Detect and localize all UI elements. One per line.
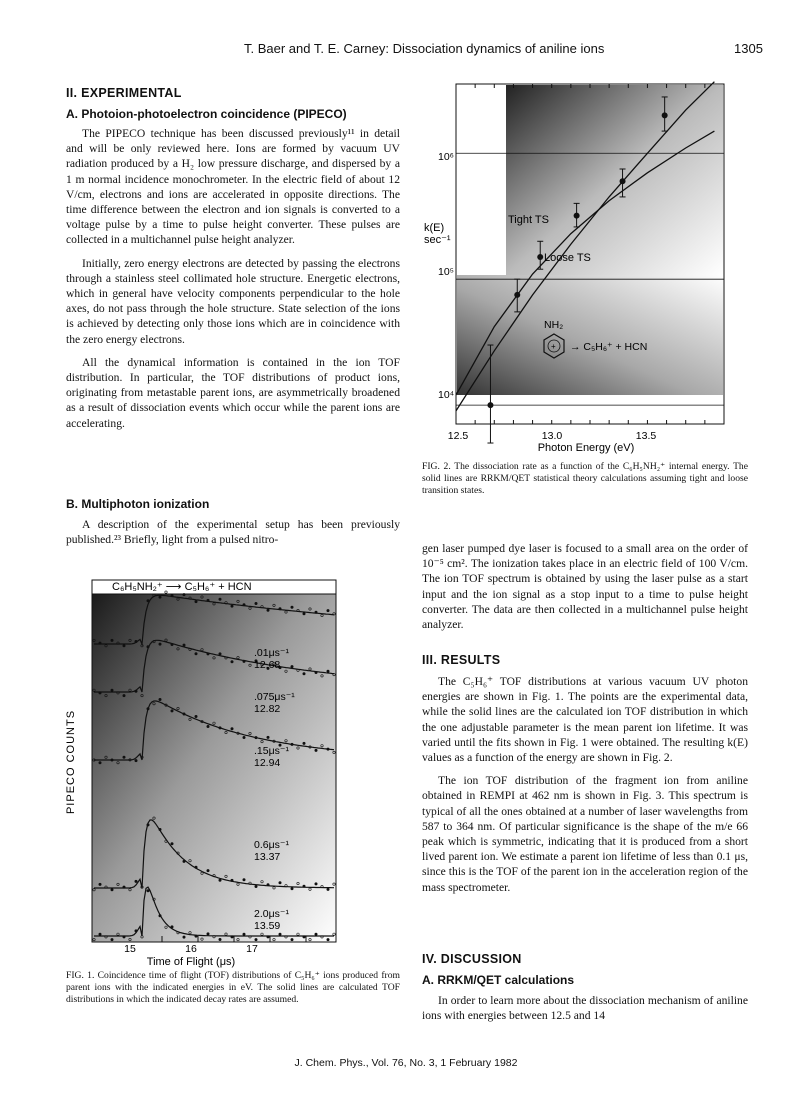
fig1-data-point xyxy=(255,736,257,738)
fig1-data-point xyxy=(219,598,221,600)
fig1-reaction-label: C₆H₅NH₂⁺ ⟶ C₅H₆⁺ + HCN xyxy=(112,581,252,593)
paragraph: All the dynamical information is contained in the ion TOF distribution. In particular, the TOF distributions of product ions, originating from metastable parent ions, are asymmetrically broadened as a result of dissociation events which occur while the parent ions are accelerating. xyxy=(66,355,400,430)
fig1-data-point xyxy=(183,644,185,646)
fig1-data-point xyxy=(183,593,185,595)
multiphoton-continuation xyxy=(422,541,748,632)
fig1-data-point xyxy=(291,606,293,608)
fig1-data-point xyxy=(327,748,329,750)
fig2-inset-products: → C₅H₆⁺ + HCN xyxy=(570,341,648,353)
fig2-data-point xyxy=(514,292,520,298)
fig1-y-axis-label: PIPECO COUNTS xyxy=(65,709,77,815)
section-title-experimental: II. EXPERIMENTAL xyxy=(66,86,182,100)
fig1-data-point xyxy=(231,605,233,607)
fig1-data-point xyxy=(303,613,305,615)
fig1-data-point xyxy=(243,933,245,935)
fig1-data-point xyxy=(159,596,161,598)
fig1-x-axis-label: Time of Flight (μs) xyxy=(146,956,236,968)
fig1-data-point xyxy=(303,936,305,938)
fig1-data-point xyxy=(219,938,221,940)
fig1-data-point xyxy=(207,869,209,871)
fig1-data-point xyxy=(147,890,149,892)
fig1-data-point xyxy=(303,885,305,887)
fig1-data-point xyxy=(171,594,173,596)
fig1-data-point xyxy=(219,653,221,655)
fig2-data-point xyxy=(620,178,626,184)
fig2-y-tick-label: 10⁴ xyxy=(438,389,455,401)
fig1-tick-label: 17 xyxy=(246,943,258,955)
fig1-data-point xyxy=(147,600,149,602)
header-title: T. Baer and T. E. Carney: Dissociation dynamics of aniline ions xyxy=(244,41,605,56)
paragraph: The ion TOF distribution of the fragment ion from aniline obtained in REMPI at 462 nm is shown in Fig. 3. This spectrum is typical of all the ones obtained at a number of laser wavelengths from 587 to 364 nm. Of particular significance is the shape of the m/e 66 peak which is symmetric, indicating that it is produced from a short lived parent ion. We estimate a parent ion lifetime of less than 0.1 μs, since this is the TOF of the parent ion in the acceleration region of the mass spectrometer. xyxy=(422,774,748,894)
fig1-data-point xyxy=(183,713,185,715)
fig1-data-point xyxy=(291,938,293,940)
fig1-data-point xyxy=(147,708,149,710)
fig1-rate-label: .075μs⁻¹ xyxy=(254,691,295,703)
fig1-data-point xyxy=(195,653,197,655)
fig1-data-point xyxy=(207,725,209,727)
fig2-x-tick-label: 12.5 xyxy=(447,430,469,442)
fig1-data-point xyxy=(207,933,209,935)
fig2-lower-shading xyxy=(457,275,723,395)
fig1-data-point xyxy=(291,665,293,667)
fig1-data-point xyxy=(279,882,281,884)
fig1-data-point xyxy=(207,599,209,601)
fig2-upper-shading xyxy=(506,85,723,275)
fig1-data-point xyxy=(171,710,173,712)
fig1-data-point xyxy=(291,888,293,890)
fig1-data-point xyxy=(267,609,269,611)
fig2-y-tick-label: 10⁶ xyxy=(438,151,455,163)
figure-1-caption: FIG. 1. Coincidence time of flight (TOF) distributions of C₅H₆⁺ ions produced from parent ions with the indicated energies in eV. The solid lines are calculated TOF distributions in which the indicated decay rates are assumed. xyxy=(66,970,400,1005)
fig2-x-axis-label: Photon Energy (eV) xyxy=(537,442,635,454)
plus-charge-icon: + xyxy=(551,342,556,351)
fig1-data-point xyxy=(303,673,305,675)
fig1-data-point xyxy=(219,879,221,881)
fig1-data-point xyxy=(99,692,101,694)
paragraph: A description of the experimental setup has been previously published.²³ Briefly, light from a pulsed nitro- xyxy=(66,518,400,547)
paragraph: In order to learn more about the dissociation mechanism of aniline ions with energies between 12.5 and 14 xyxy=(422,994,748,1023)
fig2-data-point xyxy=(537,254,543,260)
fig1-data-point xyxy=(255,938,257,940)
fig1-data-point xyxy=(231,879,233,881)
fig1-data-point xyxy=(99,883,101,885)
fig1-data-point xyxy=(123,936,125,938)
fig2-series-label-tight: Tight TS xyxy=(508,214,549,226)
fig2-data-point xyxy=(574,213,580,219)
subsection-title-pipeco: A. Photoion-photoelectron coincidence (PIPECO) xyxy=(66,107,347,121)
figure-2-chart xyxy=(416,68,746,460)
fig1-data-point xyxy=(195,935,197,937)
paragraph: Initially, zero energy electrons are detected by passing the electrons through a stainless steel collimated hole structure. Energetic electrons, which in general have velocity components perpendicular to the hole axes, do not pass through the hole structure. State selection of the ions is achieved by detecting only those ions which are in coincidence with the zero energy electrons. xyxy=(66,256,400,346)
fig1-data-point xyxy=(195,715,197,717)
fig1-data-point xyxy=(267,736,269,738)
fig1-data-point xyxy=(267,884,269,886)
fig1-tick-label: 15 xyxy=(124,943,136,955)
fig1-data-point xyxy=(123,694,125,696)
fig2-series-label-loose: Loose TS xyxy=(544,252,591,264)
fig1-data-point xyxy=(123,886,125,888)
subsection-title-multiphoton: B. Multiphoton ionization xyxy=(66,497,210,511)
fig1-data-point xyxy=(243,660,245,662)
fig1-energy-label: 12.82 xyxy=(254,703,281,715)
paragraph: The C₅H₆⁺ TOF distributions at various vacuum UV photon energies are shown in Fig. 1. The points are the experimental data, while the solid lines are the calculated ion TOF distribution in which the one adjustable parameter is the mean parent ion lifetime. It was varied until the fits shown in Fig. 1 were obtained. The resulting k(E) values as a function of the energy are shown in Fig. 2. xyxy=(422,675,748,765)
fig1-data-point xyxy=(135,690,137,692)
fig2-y-axis-unit: sec⁻¹ xyxy=(424,234,451,246)
fig1-rate-label: .15μs⁻¹ xyxy=(254,745,289,757)
fig1-data-point xyxy=(219,727,221,729)
fig1-data-point xyxy=(315,883,317,885)
fig1-data-point xyxy=(279,608,281,610)
fig1-data-point xyxy=(231,936,233,938)
figure-2-caption: FIG. 2. The dissociation rate as a function of the C₆H₅NH₂⁺ internal energy. The solid lines are RRKM/QET statistical theory calculations assuming tight and loose transition states. xyxy=(422,461,748,496)
fig1-data-point xyxy=(243,604,245,606)
figure-1 xyxy=(60,572,400,968)
fig1-data-point xyxy=(111,759,113,761)
fig2-inset-nh2: NH₂ xyxy=(544,319,564,331)
fig1-data-point xyxy=(279,933,281,935)
fig2-y-tick-label: 10⁵ xyxy=(438,266,455,278)
fig1-data-point xyxy=(183,860,185,862)
fig1-data-point xyxy=(315,611,317,613)
results-body xyxy=(422,674,748,895)
subsection-title-rrkm: A. RRKM/QET calculations xyxy=(422,973,575,987)
fig1-tick-label: 16 xyxy=(185,943,197,955)
journal-footer: J. Chem. Phys., Vol. 76, No. 3, 1 February 1982 xyxy=(294,1057,518,1069)
fig1-data-point xyxy=(123,756,125,758)
fig1-data-point xyxy=(255,602,257,604)
fig2-y-axis-label: k(E) xyxy=(424,222,445,234)
fig1-data-point xyxy=(243,736,245,738)
fig1-data-point xyxy=(195,600,197,602)
fig1-data-point xyxy=(171,926,173,928)
fig1-data-point xyxy=(315,749,317,751)
fig1-data-point xyxy=(135,759,137,761)
fig1-data-point xyxy=(327,609,329,611)
paragraph: gen laser pumped dye laser is focused to a small area on the order of 10⁻⁵ cm². The ionization takes place in an electric field of 100 V/cm. The ion TOF spectrum is obtained by using the laser pulse as a start input and the ion signal as a stop input to a time to pulse height converter. The data are then collected in a multichannel pulse height analyzer. xyxy=(422,542,748,632)
fig1-data-point xyxy=(327,888,329,890)
fig1-data-point xyxy=(159,643,161,645)
fig1-data-point xyxy=(159,698,161,700)
fig1-energy-label: 12.94 xyxy=(254,757,281,769)
discussion-body xyxy=(422,993,748,1023)
fig1-data-point xyxy=(99,642,101,644)
fig1-data-point xyxy=(111,889,113,891)
fig1-data-point xyxy=(291,743,293,745)
fig1-data-point xyxy=(147,824,149,826)
page-number: 1305 xyxy=(734,41,763,56)
fig1-data-point xyxy=(147,646,149,648)
fig1-energy-label: 13.59 xyxy=(254,920,281,932)
fig1-energy-label: 12.68 xyxy=(254,659,281,671)
fig1-data-point xyxy=(231,728,233,730)
section-title-results: III. RESULTS xyxy=(422,653,501,667)
fig1-data-point xyxy=(327,670,329,672)
fig2-data-point xyxy=(662,112,668,118)
fig1-data-point xyxy=(135,640,137,642)
multiphoton-body xyxy=(66,517,400,547)
fig1-data-point xyxy=(171,843,173,845)
fig1-data-point xyxy=(111,938,113,940)
fig1-rate-label: 2.0μs⁻¹ xyxy=(254,908,289,920)
fig1-data-point xyxy=(135,880,137,882)
fig1-data-point xyxy=(111,689,113,691)
fig1-data-point xyxy=(111,639,113,641)
fig1-data-point xyxy=(123,645,125,647)
fig1-data-point xyxy=(171,643,173,645)
fig1-rate-label: .01μs⁻¹ xyxy=(254,647,289,659)
fig2-data-point xyxy=(487,402,493,408)
fig1-data-point xyxy=(135,930,137,932)
fig1-data-point xyxy=(243,879,245,881)
fig1-energy-label: 13.37 xyxy=(254,851,281,863)
fig1-data-point xyxy=(231,661,233,663)
fig1-data-point xyxy=(159,828,161,830)
experimental-body xyxy=(66,126,400,431)
fig1-data-point xyxy=(99,933,101,935)
fig1-rate-label: 0.6μs⁻¹ xyxy=(254,839,289,851)
fig1-data-point xyxy=(255,885,257,887)
fig1-data-point xyxy=(195,866,197,868)
fig1-data-point xyxy=(303,742,305,744)
paragraph: The PIPECO technique has been discussed previously¹¹ in detail and will be only reviewed here. Ions are formed by vacuum UV radiation produced by a H₂ low pressure discharge, and dispersed by a 1 m normal incidence monochrometer. In the electric field of about 12 V/cm, electrons and ions are accelerated in opposite directions. The time difference between the electron and ion signals is converted to a voltage pulse by a time to pulse height converter. These pulses are collected in a multichannel pulse height analyzer. xyxy=(66,127,400,247)
fig1-data-point xyxy=(315,671,317,673)
fig1-data-point xyxy=(159,915,161,917)
section-title-discussion: IV. DISCUSSION xyxy=(422,952,522,966)
fig1-data-point xyxy=(207,653,209,655)
fig1-data-point xyxy=(267,936,269,938)
fig1-data-point xyxy=(183,936,185,938)
fig2-x-tick-label: 13.0 xyxy=(541,430,563,442)
fig1-data-point xyxy=(327,938,329,940)
fig1-data-point xyxy=(315,933,317,935)
fig1-data-point xyxy=(99,762,101,764)
fig2-x-tick-label: 13.5 xyxy=(635,430,657,442)
